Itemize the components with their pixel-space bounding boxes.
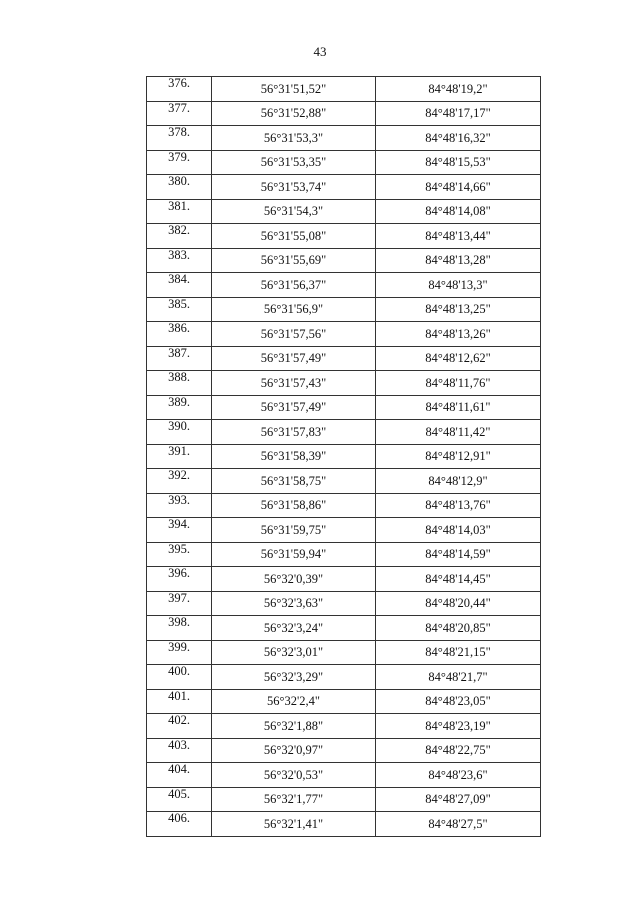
point-number-cell: 387. [147,346,212,371]
table-row [147,444,541,469]
table-row [147,640,541,665]
latitude-cell: 56°31'57,43" [212,371,376,396]
table-row [147,371,541,396]
table-row [147,77,541,102]
table-row [147,567,541,592]
point-number-cell: 401. [147,689,212,714]
latitude-cell: 56°32'0,97" [212,738,376,763]
coordinates-table-body [147,77,541,837]
point-number-cell: 390. [147,420,212,445]
table-row [147,322,541,347]
point-number-cell: 392. [147,469,212,494]
point-number-cell: 379. [147,150,212,175]
point-number-cell: 384. [147,273,212,298]
table-row [147,273,541,298]
table-row [147,224,541,249]
latitude-cell: 56°31'52,88" [212,101,376,126]
table-row [147,395,541,420]
table-row [147,248,541,273]
latitude-cell: 56°31'58,39" [212,444,376,469]
point-number-cell: 388. [147,371,212,396]
latitude-cell: 56°31'53,74" [212,175,376,200]
table-row [147,346,541,371]
point-number-cell: 397. [147,591,212,616]
table-row [147,420,541,445]
point-number-cell: 406. [147,812,212,837]
page-number: 43 [313,44,327,59]
point-number-cell: 395. [147,542,212,567]
longitude-cell: 84°48'15,53" [376,150,541,175]
latitude-cell: 56°32'3,24" [212,616,376,641]
point-number-cell: 376. [147,77,212,102]
longitude-cell: 84°48'23,05" [376,689,541,714]
longitude-cell: 84°48'19,2" [376,77,541,102]
latitude-cell: 56°32'3,63" [212,591,376,616]
longitude-cell: 84°48'20,85" [376,616,541,641]
table-row [147,542,541,567]
table-row [147,297,541,322]
latitude-cell: 56°31'59,94" [212,542,376,567]
point-number-cell: 389. [147,395,212,420]
longitude-cell: 84°48'14,59" [376,542,541,567]
latitude-cell: 56°32'1,77" [212,787,376,812]
table-row [147,787,541,812]
longitude-cell: 84°48'12,9" [376,469,541,494]
longitude-cell: 84°48'14,45" [376,567,541,592]
longitude-cell: 84°48'23,6" [376,763,541,788]
table-row [147,812,541,837]
point-number-cell: 393. [147,493,212,518]
latitude-cell: 56°32'0,39" [212,567,376,592]
point-number-cell: 399. [147,640,212,665]
table-row [147,616,541,641]
latitude-cell: 56°31'56,9" [212,297,376,322]
table-row [147,591,541,616]
latitude-cell: 56°32'2,4" [212,689,376,714]
latitude-cell: 56°31'51,52" [212,77,376,102]
latitude-cell: 56°31'57,83" [212,420,376,445]
table-row [147,738,541,763]
longitude-cell: 84°48'13,28" [376,248,541,273]
longitude-cell: 84°48'21,7" [376,665,541,690]
latitude-cell: 56°31'57,56" [212,322,376,347]
longitude-cell: 84°48'22,75" [376,738,541,763]
latitude-cell: 56°32'1,41" [212,812,376,837]
longitude-cell: 84°48'13,44" [376,224,541,249]
latitude-cell: 56°32'0,53" [212,763,376,788]
latitude-cell: 56°31'53,35" [212,150,376,175]
latitude-cell: 56°31'54,3" [212,199,376,224]
table-row [147,469,541,494]
table-row [147,493,541,518]
latitude-cell: 56°31'55,69" [212,248,376,273]
point-number-cell: 383. [147,248,212,273]
point-number-cell: 378. [147,126,212,151]
table-row [147,101,541,126]
point-number-cell: 398. [147,616,212,641]
longitude-cell: 84°48'23,19" [376,714,541,739]
longitude-cell: 84°48'21,15" [376,640,541,665]
table-row [147,665,541,690]
point-number-cell: 404. [147,763,212,788]
latitude-cell: 56°31'58,75" [212,469,376,494]
longitude-cell: 84°48'13,3" [376,273,541,298]
latitude-cell: 56°31'57,49" [212,395,376,420]
point-number-cell: 377. [147,101,212,126]
table-row [147,175,541,200]
table-row [147,150,541,175]
longitude-cell: 84°48'27,5" [376,812,541,837]
longitude-cell: 84°48'11,61" [376,395,541,420]
point-number-cell: 382. [147,224,212,249]
table-row [147,714,541,739]
latitude-cell: 56°31'55,08" [212,224,376,249]
table-row [147,126,541,151]
longitude-cell: 84°48'13,25" [376,297,541,322]
latitude-cell: 56°32'3,29" [212,665,376,690]
table-row [147,689,541,714]
point-number-cell: 403. [147,738,212,763]
longitude-cell: 84°48'27,09" [376,787,541,812]
point-number-cell: 381. [147,199,212,224]
table-row [147,763,541,788]
point-number-cell: 396. [147,567,212,592]
longitude-cell: 84°48'12,91" [376,444,541,469]
point-number-cell: 380. [147,175,212,200]
longitude-cell: 84°48'14,03" [376,518,541,543]
longitude-cell: 84°48'11,42" [376,420,541,445]
point-number-cell: 400. [147,665,212,690]
latitude-cell: 56°31'59,75" [212,518,376,543]
longitude-cell: 84°48'14,08" [376,199,541,224]
latitude-cell: 56°31'56,37" [212,273,376,298]
longitude-cell: 84°48'11,76" [376,371,541,396]
point-number-cell: 385. [147,297,212,322]
longitude-cell: 84°48'17,17" [376,101,541,126]
longitude-cell: 84°48'20,44" [376,591,541,616]
point-number-cell: 394. [147,518,212,543]
longitude-cell: 84°48'12,62" [376,346,541,371]
latitude-cell: 56°32'1,88" [212,714,376,739]
latitude-cell: 56°31'53,3" [212,126,376,151]
longitude-cell: 84°48'16,32" [376,126,541,151]
table-row [147,199,541,224]
point-number-cell: 386. [147,322,212,347]
longitude-cell: 84°48'13,76" [376,493,541,518]
point-number-cell: 402. [147,714,212,739]
latitude-cell: 56°32'3,01" [212,640,376,665]
coordinates-table [146,76,541,837]
latitude-cell: 56°31'58,86" [212,493,376,518]
longitude-cell: 84°48'14,66" [376,175,541,200]
longitude-cell: 84°48'13,26" [376,322,541,347]
point-number-cell: 405. [147,787,212,812]
table-row [147,518,541,543]
latitude-cell: 56°31'57,49" [212,346,376,371]
point-number-cell: 391. [147,444,212,469]
